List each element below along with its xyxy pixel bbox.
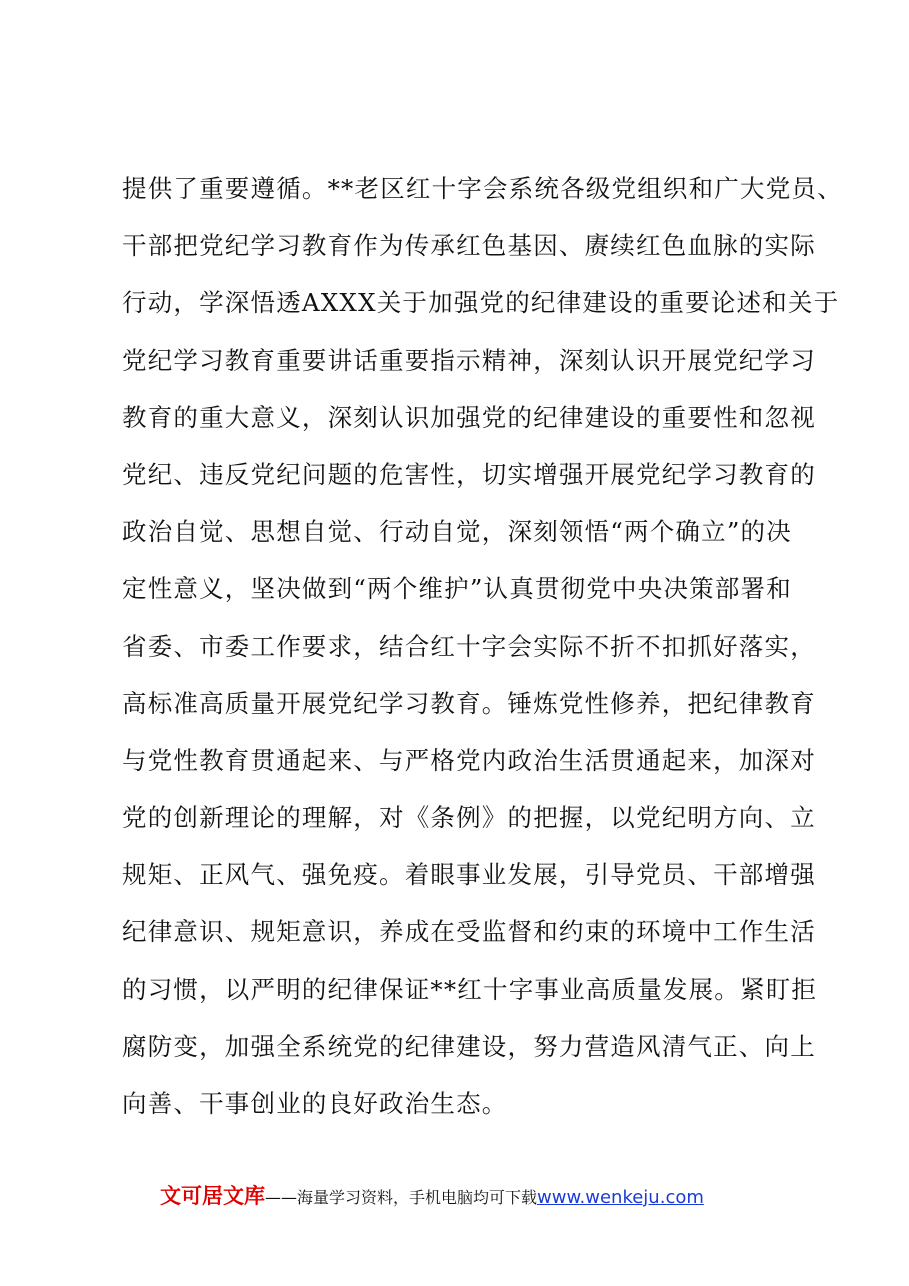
footer-brand: 文可居文库 <box>160 1184 265 1208</box>
text-line: 向善、干事创业的良好政治生态。 <box>122 1089 508 1118</box>
footer-tagline: ——海量学习资料，手机电脑均可下载 <box>265 1188 538 1207</box>
text-line: 高标准高质量开展党纪学习教育。锤炼党性修养，把纪律教育 <box>122 688 816 718</box>
text-line: 干部把党纪学习教育作为传承红色基因、赓续红色血脉的实际 <box>122 231 816 261</box>
text-line: 党纪学习教育重要讲话重要指示精神，深刻认识开展党纪学习 <box>122 345 816 375</box>
text-line: 政治自觉、思想自觉、行动自觉，深刻领悟“两个确立”的决 <box>122 517 792 547</box>
text-line: 规矩、正风气、强免疫。着眼事业发展，引导党员、干部增强 <box>122 860 816 890</box>
text-line: 的习惯，以严明的纪律保证**红十字事业高质量发展。紧盯拒 <box>122 974 818 1004</box>
footer-banner <box>160 1180 800 1212</box>
text-line: 省委、市委工作要求，结合红十字会实际不折不扣抓好落实， <box>122 631 816 661</box>
text-line: 党的创新理论的理解，对《条例》的把握，以党纪明方向、立 <box>122 803 816 833</box>
text-line: 纪律意识、规矩意识，养成在受监督和约束的环境中工作生活 <box>122 917 816 947</box>
text-line: 教育的重大意义，深刻认识加强党的纪律建设的重要性和忽视 <box>122 402 816 432</box>
text-line: 党纪、违反党纪问题的危害性，切实增强开展党纪学习教育的 <box>122 459 816 489</box>
body-paragraph <box>122 160 843 1132</box>
text-line: 提供了重要遵循。**老区红十字会系统各级党组织和广大党员、 <box>122 174 843 203</box>
text-line: 腐防变，加强全系统党的纪律建设，努力营造风清气正、向上 <box>122 1031 816 1061</box>
text-line: 与党性教育贯通起来、与严格党内政治生活贯通起来，加深对 <box>122 745 816 775</box>
text-line: 行动，学深悟透AXXX关于加强党的纪律建设的重要论述和关于 <box>122 288 840 318</box>
footer-url-link[interactable]: www.wenkeju.com <box>537 1187 704 1208</box>
text-line: 定性意义，坚决做到“两个维护”认真贯彻党中央决策部署和 <box>122 574 792 604</box>
